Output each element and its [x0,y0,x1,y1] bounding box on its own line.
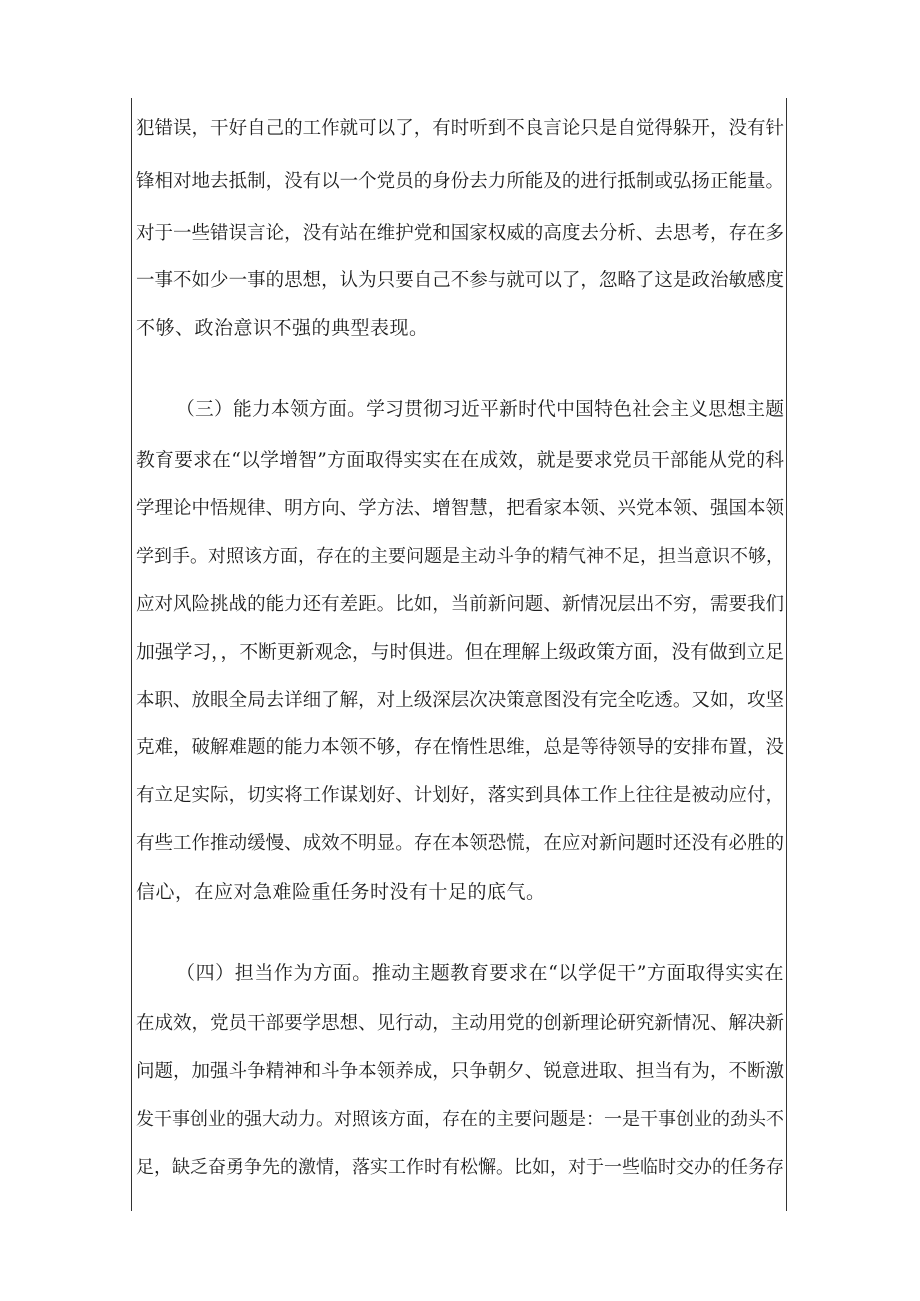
text-line: 克难，破解难题的能力本领不够，存在惰性思维，总是等待领导的安排布置，没 [136,737,784,758]
paragraph-heading-responsibility: （四）担当作为方面。推动主题教育要求在“以学促干”方面取得实实在 [176,962,784,984]
text-line: 学理论中悟规律、明方向、学方法、增智慧，把看家本领、兴党本领、强国本领 [136,498,784,519]
text-line: 本职、放眼全局去详细了解，对上级深层次决策意图没有完全吃透。又如，攻坚 [136,690,784,711]
text-line: 不够、政治意识不强的典型表现。 [136,317,429,339]
text-line: 加强学习，，不断更新观念，与时俱进。但在理解上级政策方面，没有做到立足 [136,642,784,663]
text-line: 犯错误，干好自己的工作就可以了，有时听到不良言论只是自觉得躲开，没有针 [136,118,784,139]
text-line: 锋相对地去抵制，没有以一个党员的身份去力所能及的进行抵制或弘扬正能量。 [136,171,784,192]
text-line: 足，缺乏奋勇争先的激情，落实工作时有松懈。比如，对于一些临时交办的任务存 [136,1157,784,1178]
text-line: 一事不如少一事的思想，认为只要自己不参与就可以了，忽略了这是政治敏感度 [136,270,784,291]
text-line: 学到手。对照该方面，存在的主要问题是主动斗争的精气神不足，担当意识不够， [136,546,784,567]
text-line: 信心，在应对急难险重任务时没有十足的底气。 [136,881,546,903]
text-line: 在成效，党员干部要学思想、见行动，主动用党的创新理论研究新情况、解决新 [136,1013,784,1034]
text-line: 应对风险挑战的能力还有差距。比如，当前新问题、新情况层出不穷，需要我们 [136,594,784,615]
text-line: 有些工作推动缓慢、成效不明显。存在本领恐慌，在应对新问题时还没有必胜的 [136,833,784,854]
text-line: 对于一些错误言论，没有站在维护党和国家权威的高度去分析、去思考，存在多 [136,223,784,244]
text-line: 问题，加强斗争精神和斗争本领养成，只争朝夕、锐意进取、担当有为，不断激 [136,1061,784,1082]
text-line: 发干事创业的强大动力。对照该方面，存在的主要问题是：一是干事创业的劲头不 [136,1109,784,1130]
paragraph-heading-ability: （三）能力本领方面。学习贯彻习近平新时代中国特色社会主义思想主题 [176,399,784,420]
text-line: 有立足实际，切实将工作谋划好、计划好，落实到具体工作上往往是被动应付， [136,785,784,806]
text-line: 教育要求在“以学增智”方面取得实实在在成效，就是要求党员干部能从党的科 [136,450,784,471]
